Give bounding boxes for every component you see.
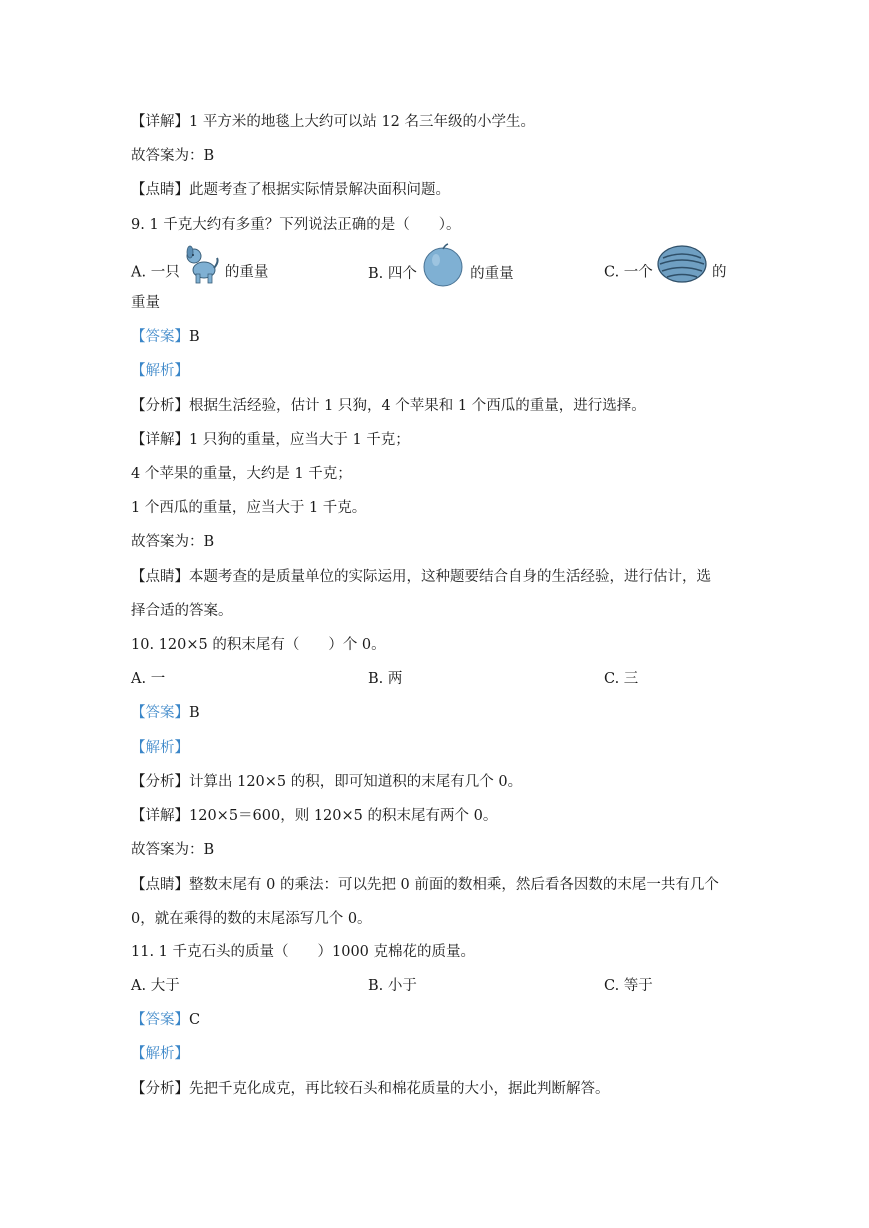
analysis-line: 【分析】计算出 120×5 的积，即可知道积的末尾有几个 0。 (131, 774, 523, 790)
option-label: A. 一只 (131, 264, 180, 281)
option-label: B. 四个 (368, 266, 417, 282)
note-line: 【点睛】此题考查了根据实际情景解决面积问题。 (131, 182, 450, 198)
option-10a: A. 一 (131, 671, 166, 687)
question-10: 10. 120×5 的积末尾有（ ）个 0。 (131, 637, 386, 653)
option-9c-wrap: 重量 (131, 295, 160, 311)
final-answer-line: 故答案为：B (131, 842, 215, 858)
dog-icon (184, 244, 220, 301)
option-label: C. 一个 (604, 264, 653, 281)
option-11b: B. 小于 (368, 978, 417, 994)
answer-line (131, 327, 200, 347)
option-text: 的重量 (470, 266, 514, 282)
analysis-tag: 【解析】 (131, 363, 189, 379)
option-text: 的 (712, 264, 727, 281)
answer-value: B (189, 329, 200, 345)
analysis-tag: 【解析】 (131, 740, 189, 756)
note-line: 【点睛】整数末尾有 0 的乘法：可以先把 0 前面的数相乘，然后看各因数的末尾一共有几个 (131, 877, 719, 893)
answer-value: B (189, 705, 200, 721)
note-line: 0，就在乘得的数的末尾添写几个 0。 (131, 911, 372, 927)
detail-line: 【详解】120×5＝600，则 120×5 的积末尾有两个 0。 (131, 808, 498, 824)
answer-line (131, 1010, 200, 1030)
detail-line: 【详解】1 平方米的地毯上大约可以站 12 名三年级的小学生。 (131, 114, 536, 130)
detail-line: 1 个西瓜的重量，应当大于 1 千克。 (131, 500, 367, 516)
answer-tag: 【答案】 (131, 329, 189, 345)
answer-tag: 【答案】 (131, 1012, 189, 1028)
option-11c: C. 等于 (604, 978, 653, 994)
option-text: 的重量 (224, 264, 269, 281)
option-11a: A. 大于 (131, 978, 180, 994)
final-answer-line: 故答案为：B (131, 534, 215, 550)
watermelon-icon (657, 244, 707, 301)
answer-line (131, 703, 200, 723)
analysis-line: 【分析】先把千克化成克，再比较石头和棉花质量的大小，据此判断解答。 (131, 1081, 610, 1097)
answer-tag: 【答案】 (131, 705, 189, 721)
apple-icon (421, 243, 465, 305)
option-10b: B. 两 (368, 671, 403, 687)
option-9b (368, 243, 514, 287)
detail-line: 4 个苹果的重量，大约是 1 千克； (131, 466, 352, 482)
option-10c: C. 三 (604, 671, 639, 687)
option-9a (131, 244, 268, 286)
option-9c (604, 244, 727, 286)
analysis-tag: 【解析】 (131, 1046, 189, 1062)
analysis-line: 【分析】根据生活经验，估计 1 只狗，4 个苹果和 1 个西瓜的重量，进行选择。 (131, 398, 646, 414)
answer-line: 故答案为：B (131, 148, 215, 164)
note-line: 择合适的答案。 (131, 603, 233, 619)
question-11: 11. 1 千克石头的质量（ ）1000 克棉花的质量。 (131, 944, 476, 960)
detail-line: 【详解】1 只狗的重量，应当大于 1 千克； (131, 432, 410, 448)
answer-value: C (189, 1012, 201, 1028)
question-9: 9. 1 千克大约有多重？下列说法正确的是（ ）。 (131, 217, 461, 233)
note-line: 【点睛】本题考查的是质量单位的实际运用，这种题要结合自身的生活经验，进行估计，选 (131, 569, 711, 585)
